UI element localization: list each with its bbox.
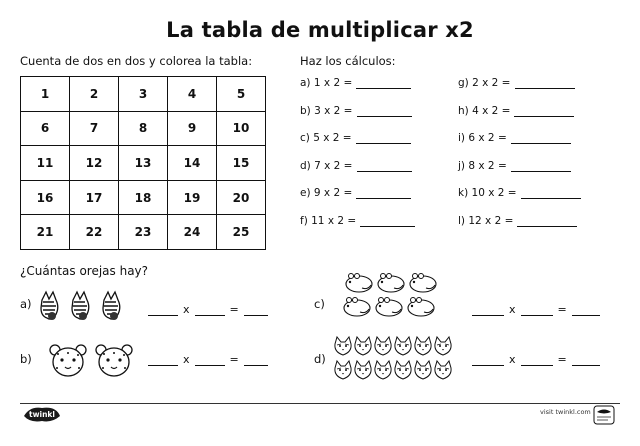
calc-answer-blank[interactable] <box>521 189 581 199</box>
cat-icon <box>335 361 351 379</box>
zebra-group <box>38 290 134 326</box>
cat-icon <box>415 361 431 379</box>
item-a-blank-2[interactable] <box>195 307 225 316</box>
count-instructions: Cuenta de dos en dos y colorea la tabla: <box>20 54 253 68</box>
svg-text:twinkl: twinkl <box>29 410 55 419</box>
grid-cell[interactable]: 22 <box>70 215 119 250</box>
item-a-blank-1[interactable] <box>148 307 178 316</box>
item-d-blank-1[interactable] <box>472 357 504 366</box>
grid-cell[interactable]: 2 <box>70 77 119 112</box>
grid-row <box>21 180 266 215</box>
ears-question: ¿Cuántas orejas hay? <box>20 264 149 278</box>
calc-item <box>300 187 411 199</box>
item-c-blank-1[interactable] <box>472 307 504 316</box>
hippo-icon <box>408 298 434 317</box>
item-a-equation: x = <box>148 303 268 316</box>
item-d-equation: x = <box>472 353 600 366</box>
hippo-icon <box>346 274 372 293</box>
grid-cell[interactable]: 13 <box>119 146 168 181</box>
quality-badge-icon <box>592 404 616 426</box>
hippo-icon <box>378 274 404 293</box>
calc-expression: i) 6 x 2 = <box>458 132 507 144</box>
item-b-label: b) <box>20 352 32 366</box>
item-d-blank-3[interactable] <box>572 357 600 366</box>
calc-answer-blank[interactable] <box>511 162 571 172</box>
calc-answer-blank[interactable] <box>360 217 415 227</box>
grid-cell[interactable]: 14 <box>168 146 217 181</box>
calc-item <box>300 77 411 89</box>
grid-row <box>21 146 266 181</box>
calc-item <box>458 187 581 199</box>
grid-cell[interactable]: 24 <box>168 215 217 250</box>
grid-row <box>21 215 266 250</box>
calc-item <box>300 215 415 227</box>
grid-cell[interactable]: 19 <box>168 180 217 215</box>
hippo-group <box>342 271 442 325</box>
cat-icon <box>355 361 371 379</box>
grid-cell[interactable]: 11 <box>21 146 70 181</box>
calc-item <box>458 105 574 117</box>
zebra-icon <box>103 292 120 320</box>
calc-item <box>300 105 412 117</box>
calc-answer-blank[interactable] <box>357 162 412 172</box>
grid-cell[interactable]: 25 <box>217 215 266 250</box>
leopard-icon <box>50 345 86 376</box>
calc-expression: k) 10 x 2 = <box>458 187 517 199</box>
item-d-label: d) <box>314 352 326 366</box>
cat-group <box>332 334 454 388</box>
calc-expression: e) 9 x 2 = <box>300 187 353 199</box>
item-a-blank-3[interactable] <box>244 307 268 316</box>
calc-expression: l) 12 x 2 = <box>458 214 514 227</box>
calc-expression: f) 11 x 2 = <box>300 214 357 227</box>
item-c-label: c) <box>314 297 325 311</box>
calc-expression: b) 3 x 2 = <box>300 104 353 117</box>
grid-cell[interactable]: 7 <box>70 111 119 146</box>
zebra-icon <box>41 292 58 320</box>
calc-expression: d) 7 x 2 = <box>300 159 353 172</box>
grid-cell[interactable]: 10 <box>217 111 266 146</box>
cat-icon <box>395 361 411 379</box>
grid-cell[interactable]: 6 <box>21 111 70 146</box>
twinkl-logo[interactable] <box>22 404 62 424</box>
calc-item <box>458 160 571 172</box>
leopard-group <box>48 343 140 383</box>
grid-cell[interactable]: 1 <box>21 77 70 112</box>
grid-cell[interactable]: 16 <box>21 180 70 215</box>
grid-cell[interactable]: 5 <box>217 77 266 112</box>
grid-cell[interactable]: 17 <box>70 180 119 215</box>
grid-row <box>21 111 266 146</box>
grid-cell[interactable]: 9 <box>168 111 217 146</box>
item-a-label: a) <box>20 297 32 311</box>
grid-cell[interactable]: 20 <box>217 180 266 215</box>
item-c-blank-3[interactable] <box>572 307 600 316</box>
hippo-icon <box>410 274 436 293</box>
calc-answer-blank[interactable] <box>511 134 571 144</box>
cat-icon <box>395 337 411 355</box>
calc-expression: c) 5 x 2 = <box>300 132 352 144</box>
calc-answer-blank[interactable] <box>357 107 412 117</box>
calc-answer-blank[interactable] <box>515 79 575 89</box>
calc-answer-blank[interactable] <box>356 79 411 89</box>
calc-answer-blank[interactable] <box>356 134 411 144</box>
calc-item <box>458 77 575 89</box>
grid-cell[interactable]: 23 <box>119 215 168 250</box>
calc-answer-blank[interactable] <box>356 189 411 199</box>
zebra-icon <box>72 292 89 320</box>
grid-cell[interactable]: 4 <box>168 77 217 112</box>
calc-answer-blank[interactable] <box>517 217 577 227</box>
calc-item <box>458 215 577 227</box>
number-grid <box>20 76 266 250</box>
grid-cell[interactable]: 15 <box>217 146 266 181</box>
cat-icon <box>335 337 351 355</box>
item-c-blank-2[interactable] <box>521 307 553 316</box>
item-d-blank-2[interactable] <box>521 357 553 366</box>
cat-icon <box>435 337 451 355</box>
item-b-blank-1[interactable] <box>148 357 178 366</box>
grid-cell[interactable]: 18 <box>119 180 168 215</box>
visit-link[interactable]: visit twinkl.com <box>540 408 591 416</box>
calc-expression: j) 8 x 2 = <box>458 159 507 172</box>
item-b-blank-3[interactable] <box>244 357 268 366</box>
cat-icon <box>355 337 371 355</box>
item-b-blank-2[interactable] <box>195 357 225 366</box>
footer-divider <box>20 403 620 404</box>
calc-instructions: Haz los cálculos: <box>300 54 396 68</box>
hippo-icon <box>376 298 402 317</box>
calc-expression: h) 4 x 2 = <box>458 104 511 117</box>
grid-cell[interactable]: 8 <box>119 111 168 146</box>
calc-item <box>458 132 571 144</box>
page-title: La tabla de multiplicar x2 <box>166 18 474 42</box>
hippo-icon <box>344 298 370 317</box>
calc-expression: g) 2 x 2 = <box>458 77 511 89</box>
calc-answer-blank[interactable] <box>514 107 574 117</box>
cat-icon <box>375 337 391 355</box>
cat-icon <box>375 361 391 379</box>
grid-cell[interactable]: 3 <box>119 77 168 112</box>
calc-item <box>300 132 411 144</box>
item-b-equation: x = <box>148 353 268 366</box>
grid-cell[interactable]: 12 <box>70 146 119 181</box>
cat-icon <box>435 361 451 379</box>
item-c-equation: x = <box>472 303 600 316</box>
grid-cell[interactable]: 21 <box>21 215 70 250</box>
calc-item <box>300 160 412 172</box>
leopard-icon <box>96 345 132 376</box>
cat-icon <box>415 337 431 355</box>
grid-row <box>21 77 266 112</box>
calc-expression: a) 1 x 2 = <box>300 77 353 89</box>
